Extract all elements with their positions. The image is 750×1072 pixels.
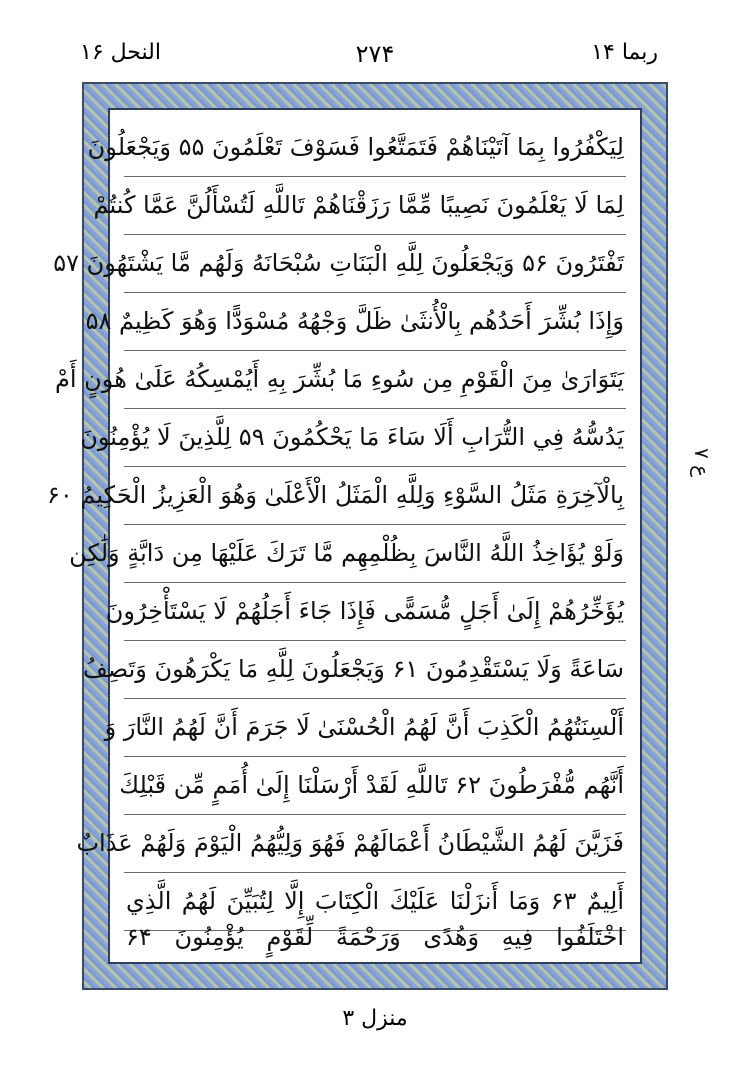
surah-name-header: النحل ۱۶ [80, 40, 161, 65]
verse-line: أَلْسِنَتُهُمُ الْكَذِبَ أَنَّ لَهُمُ الْحُسْنَىٰ لَا جَرَمَ أَنَّ لَهُمُ النَّارَ وَ [104, 713, 624, 741]
verse-line: تَفْتَرُونَ ۵۶ وَيَجْعَلُونَ لِلَّهِ الْبَنَاتِ سُبْحَانَهُ وَلَهُم مَّا يَشْتَهُونَ ۵۷ [53, 249, 624, 277]
verse-line: يَتَوَارَىٰ مِنَ الْقَوْمِ مِن سُوءِ مَا بُشِّرَ بِهِ أَيُمْسِكُهُ عَلَىٰ هُونٍ أَمْ [55, 365, 624, 393]
verse-line: أَنَّهُم مُّفْرَطُونَ ۶۲ تَاللَّهِ لَقَدْ أَرْسَلْنَا إِلَىٰ أُمَمٍ مِّن قَبْلِكَ [119, 771, 624, 799]
verse-line: لِمَا لَا يَعْلَمُونَ نَصِيبًا مِّمَّا رَزَقْنَاهُمْ تَاللَّهِ لَتُسْأَلُنَّ عَمَّا كُنتُمْ [93, 191, 624, 219]
decorative-page-border [46, 82, 668, 990]
text-area [46, 108, 642, 964]
verse-line: أَلِيمٌ ۶۳ وَمَا أَنزَلْنَا عَلَيْكَ الْكِتَابَ إِلَّا لِتُبَيِّنَ لَهُمُ الَّذِي [126, 887, 624, 915]
verse-line: يَدُسُّهُ فِي التُّرَابِ أَلَا سَاءَ مَا يَحْكُمُونَ ۵۹ لِلَّذِينَ لَا يُؤْمِنُونَ [80, 423, 624, 451]
verse-line: سَاعَةً وَلَا يَسْتَقْدِمُونَ ۶۱ وَيَجْعَلُونَ لِلَّهِ مَا يَكْرَهُونَ وَتَصِفُ [82, 655, 624, 683]
verse-line: فَزَيَّنَ لَهُمُ الشَّيْطَانُ أَعْمَالَهُمْ فَهُوَ وَلِيُّهُمُ الْيَوْمَ وَلَهُمْ عَذَابٌ [76, 829, 624, 857]
juz-name-header: ربما ۱۴ [591, 40, 658, 65]
ruku-marker: ع ۷ [690, 448, 714, 478]
verse-line: يُؤَخِّرُهُمْ إِلَىٰ أَجَلٍ مُّسَمًّى فَإِذَا جَاءَ أَجَلُهُمْ لَا يَسْتَأْخِرُونَ [105, 597, 624, 625]
page-number: ۲۷۴ [355, 40, 395, 68]
verse-line: وَإِذَا بُشِّرَ أَحَدُهُم بِالْأُنثَىٰ ظَلَّ وَجْهُهُ مُسْوَدًّا وَهُوَ كَظِيمٌ ۵۸ [85, 307, 624, 335]
manzil-footer: منزل ۳ [342, 1006, 408, 1031]
verse-line: بِالْآخِرَةِ مَثَلُ السَّوْءِ وَلِلَّهِ الْمَثَلُ الْأَعْلَىٰ وَهُوَ الْعَزِيزُ الْحَكِيمُ ۶۰ [46, 481, 624, 509]
verse-line: وَلَوْ يُؤَاخِذُ اللَّهُ النَّاسَ بِظُلْمِهِم مَّا تَرَكَ عَلَيْهَا مِن دَابَّةٍ وَلَٰكِن [69, 539, 624, 567]
verse-line: لِيَكْفُرُوا بِمَا آتَيْنَاهُمْ فَتَمَتَّعُوا فَسَوْفَ تَعْلَمُونَ ۵۵ وَيَجْعَلُونَ [87, 133, 624, 161]
verse-line: اخْتَلَفُوا فِيهِ وَهُدًى وَرَحْمَةً لِّقَوْمٍ يُؤْمِنُونَ ۶۴ [126, 923, 624, 951]
